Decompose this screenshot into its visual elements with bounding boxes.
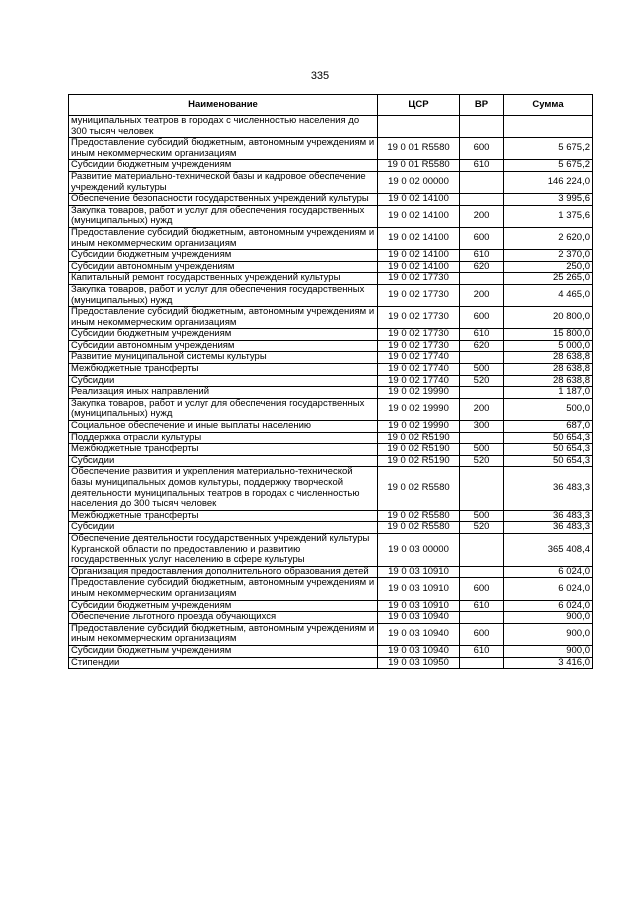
cell-vr: 620: [460, 340, 504, 352]
cell-vr: [460, 387, 504, 399]
cell-vr: 600: [460, 623, 504, 645]
table-row: [69, 160, 593, 172]
cell-vr: [460, 432, 504, 444]
cell-sum: 20 800,0: [504, 307, 593, 329]
cell-sum: 2 370,0: [504, 250, 593, 262]
table-row: [69, 261, 593, 273]
cell-sum: 36 483,3: [504, 522, 593, 534]
cell-sum: 687,0: [504, 421, 593, 433]
table-header-row: [69, 95, 593, 116]
header-sum: Сумма: [504, 95, 593, 116]
table-row: [69, 432, 593, 444]
cell-sum: 900,0: [504, 623, 593, 645]
cell-name: Поддержка отрасли культуры: [69, 432, 378, 444]
cell-sum: 3 995,6: [504, 194, 593, 206]
header-vr: ВР: [460, 95, 504, 116]
cell-csr: 19 0 02 R5190: [378, 432, 460, 444]
cell-vr: [460, 657, 504, 669]
table-row: [69, 329, 593, 341]
cell-sum: 25 265,0: [504, 273, 593, 285]
cell-name: Реализация иных направлений: [69, 387, 378, 399]
cell-csr: 19 0 02 14100: [378, 205, 460, 227]
cell-name: Межбюджетные трансферты: [69, 364, 378, 376]
cell-vr: 600: [460, 227, 504, 249]
cell-csr: 19 0 03 10910: [378, 578, 460, 600]
cell-name: Обеспечение деятельности государственных учреждений культуры Курганской области по предоставлению и развитию государственных услуг населению в сфере культуры: [69, 533, 378, 566]
cell-sum: 5 675,2: [504, 160, 593, 172]
cell-csr: 19 0 02 19990: [378, 398, 460, 420]
cell-csr: 19 0 02 14100: [378, 261, 460, 273]
cell-sum: 3 416,0: [504, 657, 593, 669]
cell-csr: 19 0 02 14100: [378, 250, 460, 262]
cell-vr: 620: [460, 261, 504, 273]
page-number: 335: [310, 70, 330, 82]
cell-csr: 19 0 03 10940: [378, 623, 460, 645]
cell-sum: 6 024,0: [504, 600, 593, 612]
cell-csr: 19 0 02 R5580: [378, 522, 460, 534]
cell-vr: 500: [460, 364, 504, 376]
cell-csr: 19 0 03 00000: [378, 533, 460, 566]
cell-csr: 19 0 01 R5580: [378, 160, 460, 172]
table-row: [69, 138, 593, 160]
cell-name: Субсидии: [69, 375, 378, 387]
cell-vr: 500: [460, 510, 504, 522]
table-row: [69, 307, 593, 329]
cell-sum: 5 000,0: [504, 340, 593, 352]
cell-name: Обеспечение льготного проезда обучающихся: [69, 612, 378, 624]
cell-sum: 50 654,3: [504, 432, 593, 444]
table-row: [69, 284, 593, 306]
cell-vr: 300: [460, 421, 504, 433]
cell-vr: 500: [460, 444, 504, 456]
table-row: [69, 510, 593, 522]
cell-name: Обеспечение развития и укрепления материально-технической базы муниципальных домов культуры, поддержку творческой деятельности муниципальных театров в городах с численностью населения до 300 тысяч человек: [69, 467, 378, 510]
cell-vr: 610: [460, 600, 504, 612]
cell-vr: 520: [460, 522, 504, 534]
header-csr: ЦСР: [378, 95, 460, 116]
cell-csr: 19 0 02 14100: [378, 227, 460, 249]
cell-sum: 15 800,0: [504, 329, 593, 341]
cell-name: Субсидии: [69, 522, 378, 534]
cell-name: Закупка товаров, работ и услуг для обеспечения государственных (муниципальных) нужд: [69, 205, 378, 227]
cell-csr: 19 0 02 R5190: [378, 444, 460, 456]
cell-csr: 19 0 03 10950: [378, 657, 460, 669]
cell-name: Субсидии бюджетным учреждениям: [69, 329, 378, 341]
cell-csr: [378, 116, 460, 138]
table-row: [69, 116, 593, 138]
table-row: [69, 340, 593, 352]
cell-sum: 1 187,0: [504, 387, 593, 399]
cell-name: Субсидии бюджетным учреждениям: [69, 600, 378, 612]
cell-csr: 19 0 03 10910: [378, 566, 460, 578]
table-row: [69, 250, 593, 262]
cell-vr: [460, 352, 504, 364]
cell-sum: 2 620,0: [504, 227, 593, 249]
table-row: [69, 566, 593, 578]
cell-sum: 28 638,8: [504, 375, 593, 387]
cell-vr: 610: [460, 160, 504, 172]
cell-vr: [460, 194, 504, 206]
cell-sum: 28 638,8: [504, 364, 593, 376]
table-row: [69, 227, 593, 249]
cell-vr: 600: [460, 138, 504, 160]
table-row: [69, 421, 593, 433]
cell-name: муниципальных театров в городах с численностью населения до 300 тысяч человек: [69, 116, 378, 138]
cell-csr: 19 0 02 19990: [378, 421, 460, 433]
cell-csr: 19 0 02 17740: [378, 375, 460, 387]
cell-vr: 520: [460, 375, 504, 387]
cell-name: Предоставление субсидий бюджетным, автономным учреждениям и иным некоммерческим организациям: [69, 227, 378, 249]
table-row: [69, 387, 593, 399]
cell-csr: 19 0 02 19990: [378, 387, 460, 399]
cell-csr: 19 0 02 17740: [378, 352, 460, 364]
cell-name: Развитие муниципальной системы культуры: [69, 352, 378, 364]
cell-vr: [460, 612, 504, 624]
cell-vr: [460, 116, 504, 138]
table-row: [69, 273, 593, 285]
cell-name: Развитие материально-технической базы и кадровое обеспечение учреждений культуры: [69, 171, 378, 193]
budget-table: [68, 94, 593, 669]
table-row: [69, 375, 593, 387]
cell-name: Субсидии бюджетным учреждениям: [69, 645, 378, 657]
cell-sum: 50 654,3: [504, 444, 593, 456]
table-row: [69, 364, 593, 376]
cell-vr: 600: [460, 578, 504, 600]
table-row: [69, 522, 593, 534]
cell-name: Межбюджетные трансферты: [69, 510, 378, 522]
cell-vr: [460, 273, 504, 285]
table-row: [69, 398, 593, 420]
cell-vr: 200: [460, 205, 504, 227]
cell-name: Предоставление субсидий бюджетным, автономным учреждениям и иным некоммерческим организациям: [69, 307, 378, 329]
table-row: [69, 578, 593, 600]
header-name: Наименование: [69, 95, 378, 116]
cell-name: Предоставление субсидий бюджетным, автономным учреждениям и иным некоммерческим организациям: [69, 623, 378, 645]
cell-sum: 900,0: [504, 612, 593, 624]
cell-name: Предоставление субсидий бюджетным, автономным учреждениям и иным некоммерческим организациям: [69, 138, 378, 160]
table-row: [69, 612, 593, 624]
cell-csr: 19 0 03 10940: [378, 645, 460, 657]
cell-name: Субсидии бюджетным учреждениям: [69, 250, 378, 262]
cell-name: Закупка товаров, работ и услуг для обеспечения государственных (муниципальных) нужд: [69, 398, 378, 420]
cell-csr: 19 0 02 17730: [378, 329, 460, 341]
cell-name: Субсидии бюджетным учреждениям: [69, 160, 378, 172]
cell-name: Стипендии: [69, 657, 378, 669]
cell-sum: 5 675,2: [504, 138, 593, 160]
cell-csr: 19 0 03 10940: [378, 612, 460, 624]
cell-sum: [504, 116, 593, 138]
cell-csr: 19 0 02 17730: [378, 273, 460, 285]
cell-csr: 19 0 02 17730: [378, 340, 460, 352]
cell-name: Субсидии автономным учреждениям: [69, 340, 378, 352]
table-row: [69, 600, 593, 612]
cell-sum: 365 408,4: [504, 533, 593, 566]
table-row: [69, 467, 593, 510]
cell-csr: 19 0 02 R5580: [378, 510, 460, 522]
cell-csr: 19 0 03 10910: [378, 600, 460, 612]
cell-sum: 146 224,0: [504, 171, 593, 193]
table-row: [69, 455, 593, 467]
cell-csr: 19 0 02 14100: [378, 194, 460, 206]
cell-name: Организация предоставления дополнительного образования детей: [69, 566, 378, 578]
table-row: [69, 352, 593, 364]
cell-sum: 6 024,0: [504, 566, 593, 578]
cell-vr: [460, 533, 504, 566]
cell-vr: 610: [460, 645, 504, 657]
cell-sum: 6 024,0: [504, 578, 593, 600]
table-row: [69, 205, 593, 227]
cell-vr: 610: [460, 329, 504, 341]
table-row: [69, 194, 593, 206]
cell-sum: 36 483,3: [504, 467, 593, 510]
table-row: [69, 657, 593, 669]
cell-name: Субсидии автономным учреждениям: [69, 261, 378, 273]
cell-sum: 900,0: [504, 645, 593, 657]
cell-csr: 19 0 01 R5580: [378, 138, 460, 160]
table-row: [69, 171, 593, 193]
cell-name: Обеспечение безопасности государственных учреждений культуры: [69, 194, 378, 206]
cell-sum: 36 483,3: [504, 510, 593, 522]
cell-vr: [460, 171, 504, 193]
cell-vr: 200: [460, 284, 504, 306]
cell-sum: 50 654,3: [504, 455, 593, 467]
cell-name: Субсидии: [69, 455, 378, 467]
cell-vr: 600: [460, 307, 504, 329]
cell-name: Межбюджетные трансферты: [69, 444, 378, 456]
cell-csr: 19 0 02 00000: [378, 171, 460, 193]
cell-name: Социальное обеспечение и иные выплаты населению: [69, 421, 378, 433]
table-row: [69, 444, 593, 456]
cell-sum: 1 375,6: [504, 205, 593, 227]
table-row: [69, 623, 593, 645]
cell-csr: 19 0 02 R5190: [378, 455, 460, 467]
table-row: [69, 645, 593, 657]
cell-sum: 28 638,8: [504, 352, 593, 364]
cell-vr: [460, 467, 504, 510]
table-row: [69, 533, 593, 566]
cell-csr: 19 0 02 17730: [378, 284, 460, 306]
cell-csr: 19 0 02 17740: [378, 364, 460, 376]
cell-vr: [460, 566, 504, 578]
cell-csr: 19 0 02 R5580: [378, 467, 460, 510]
cell-vr: 520: [460, 455, 504, 467]
cell-sum: 250,0: [504, 261, 593, 273]
cell-name: Капитальный ремонт государственных учреждений культуры: [69, 273, 378, 285]
cell-sum: 4 465,0: [504, 284, 593, 306]
cell-sum: 500,0: [504, 398, 593, 420]
cell-vr: 200: [460, 398, 504, 420]
cell-csr: 19 0 02 17730: [378, 307, 460, 329]
cell-name: Закупка товаров, работ и услуг для обеспечения государственных (муниципальных) нужд: [69, 284, 378, 306]
cell-name: Предоставление субсидий бюджетным, автономным учреждениям и иным некоммерческим организациям: [69, 578, 378, 600]
cell-vr: 610: [460, 250, 504, 262]
